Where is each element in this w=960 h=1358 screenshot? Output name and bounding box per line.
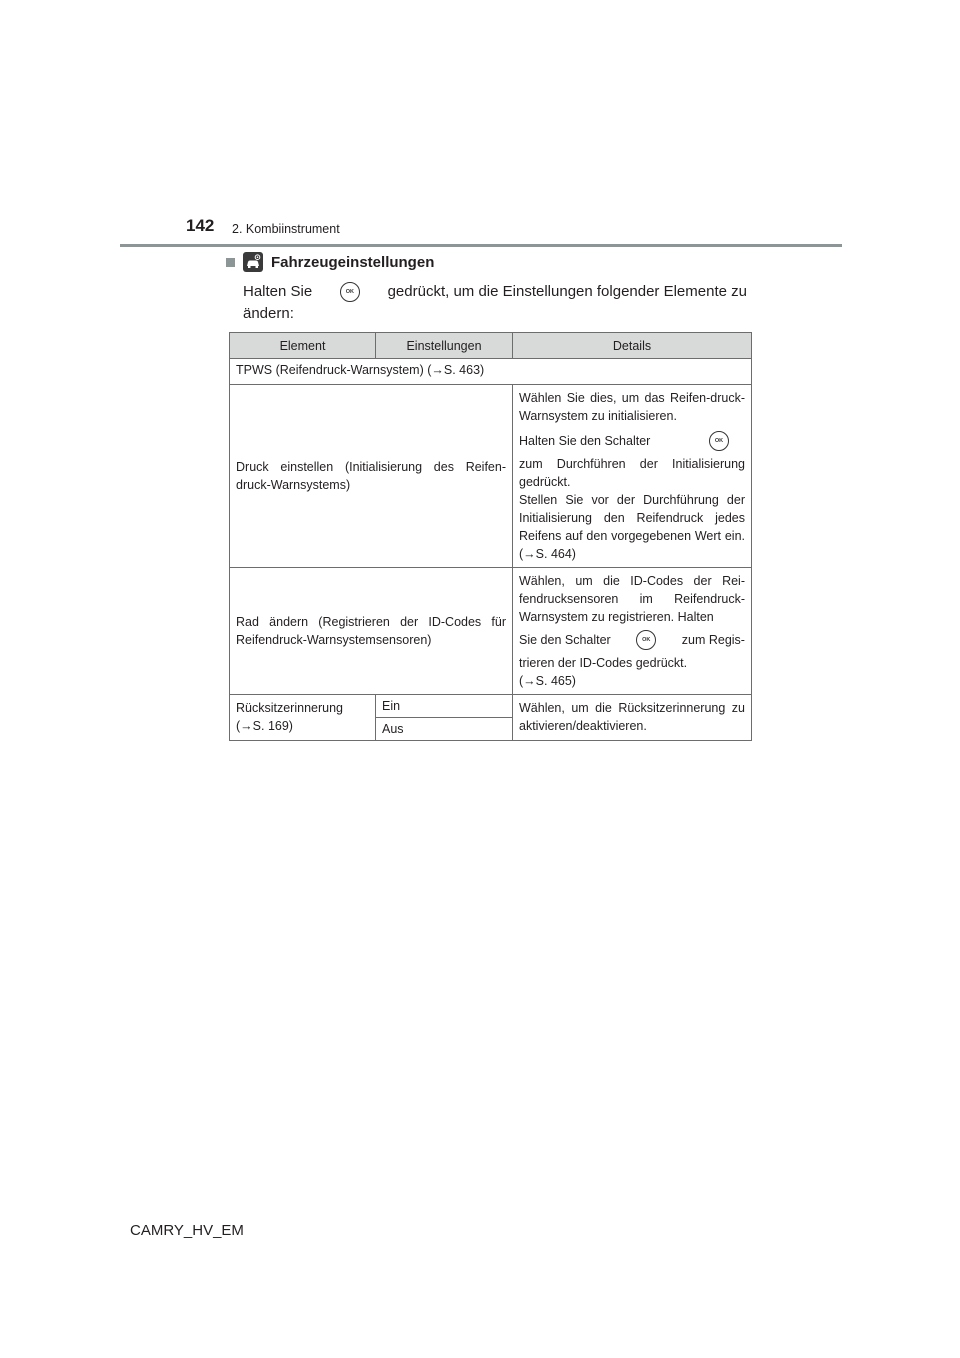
setting-cell-on: Ein	[376, 695, 513, 718]
setting-cell-off: Aus	[376, 718, 513, 741]
table-row-rear-seat	[230, 695, 752, 718]
bullet-square-icon	[226, 258, 235, 267]
details-cell-rear-seat: Wählen, um die Rücksitzerinnerung zu aktivieren/deaktivieren.	[513, 695, 752, 741]
details-text: zum Durchführen der Initialisierung gedrückt.	[519, 457, 745, 489]
intro-text-line2: ändern:	[243, 305, 294, 322]
tpws-cell: TPWS (Reifendruck-Warnsystem) (→S. 463)	[230, 359, 752, 385]
footer-model-code: CAMRY_HV_EM	[130, 1222, 244, 1239]
details-text: zum Regis-	[681, 633, 745, 647]
column-header-element: Element	[230, 333, 376, 359]
element-cell-rear-seat	[230, 695, 376, 741]
table-row-tpws	[230, 359, 752, 385]
section-title: Fahrzeugeinstellungen	[271, 253, 435, 271]
table-row-pressure	[230, 385, 752, 568]
details-text: trieren der ID-Codes gedrückt.	[519, 656, 688, 670]
intro-text-after: gedrückt, um die Einstellungen folgender Elemente zu	[387, 283, 747, 300]
vehicle-settings-icon	[243, 252, 263, 272]
header-rule	[120, 244, 842, 247]
ok-button-icon: OK	[709, 431, 729, 451]
table-row-wheel	[230, 568, 752, 695]
details-text: Sie den Schalter	[519, 633, 611, 647]
intro-paragraph	[243, 281, 747, 325]
element-text: Rücksitzerinnerung	[236, 701, 343, 715]
details-text: Wählen Sie dies, um das Reifen-druck-Warnsystem zu initialisieren.	[519, 391, 745, 423]
details-text: Halten Sie den Schalter	[519, 434, 651, 448]
element-cell-wheel: Rad ändern (Registrieren der ID-Codes für Reifendruck-Warnsystemsensoren)	[230, 568, 513, 695]
column-header-settings: Einstellungen	[376, 333, 513, 359]
column-header-details: Details	[513, 333, 752, 359]
intro-text-before: Halten Sie	[243, 283, 313, 300]
ok-button-icon: OK	[340, 282, 360, 302]
details-cell-wheel	[513, 568, 752, 695]
element-cell-pressure: Druck einstellen (Initialisierung des Reifen-druck-Warnsystems)	[230, 385, 513, 568]
details-cell-pressure	[513, 385, 752, 568]
details-text: Wählen, um die ID-Codes der Rei-fendrucksensoren im Reifendruck-Warnsystem zu registrieren. Halten	[519, 574, 745, 624]
settings-table	[229, 332, 752, 741]
element-text: (→S. 169)	[236, 719, 293, 733]
chapter-title: 2. Kombiinstrument	[232, 222, 340, 236]
details-text: Stellen Sie vor der Durchführung der Initialisierung den Reifendruck jedes Reifens auf den vorgegebenen Wert ein. (→S. 464)	[519, 493, 745, 561]
details-text: (→S. 465)	[519, 674, 576, 688]
table-header-row	[230, 333, 752, 359]
page-number: 142	[186, 216, 215, 235]
ok-button-icon: OK	[636, 630, 656, 650]
section-heading	[226, 252, 434, 272]
